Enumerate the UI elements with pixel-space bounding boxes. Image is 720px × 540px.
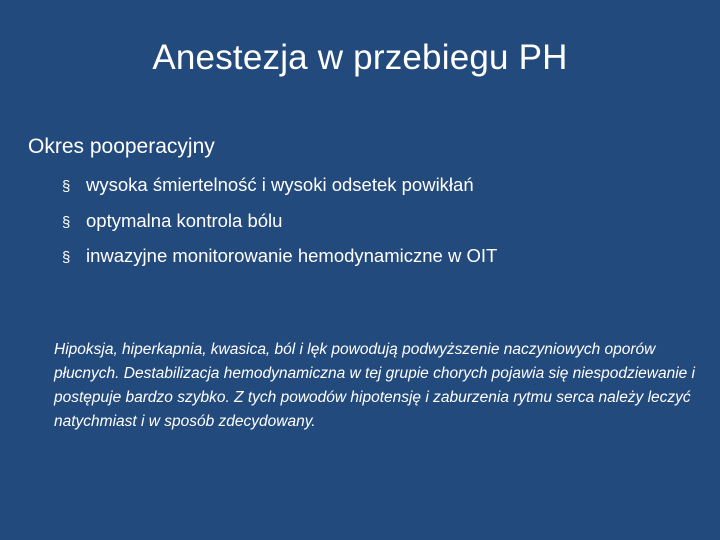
section-sign-icon: § bbox=[62, 213, 71, 231]
bullet-item bbox=[62, 239, 497, 275]
bullet-list bbox=[62, 168, 497, 275]
section-heading: Okres pooperacyjny bbox=[28, 135, 215, 158]
slide-title: Anestezja w przebiegu PH bbox=[152, 38, 568, 77]
bullet-text: wysoka śmiertelność i wysoki odsetek powikłań bbox=[86, 174, 474, 195]
bullet-text: inwazyjne monitorowanie hemodynamiczne w OIT bbox=[86, 245, 498, 266]
section-sign-icon: § bbox=[62, 178, 71, 195]
section-sign-icon: § bbox=[62, 249, 71, 266]
note-paragraph: Hipoksja, hiperkapnia, kwasica, ból i lęk powodują podwyższenie naczyniowych oporów płucnych. Destabilizacja hemodynamiczna w tej grupie chorych pojawia się niespodziewanie i postępuje bardzo szybko. Z tych powodów hipotensję i zaburzenia rytmu serca należy leczyć natychmiast i w sposób zdecydowany. bbox=[54, 341, 696, 430]
bullet-item bbox=[62, 168, 497, 204]
bullet-item bbox=[62, 204, 497, 240]
bullet-text: optymalna kontrola bólu bbox=[86, 209, 283, 231]
